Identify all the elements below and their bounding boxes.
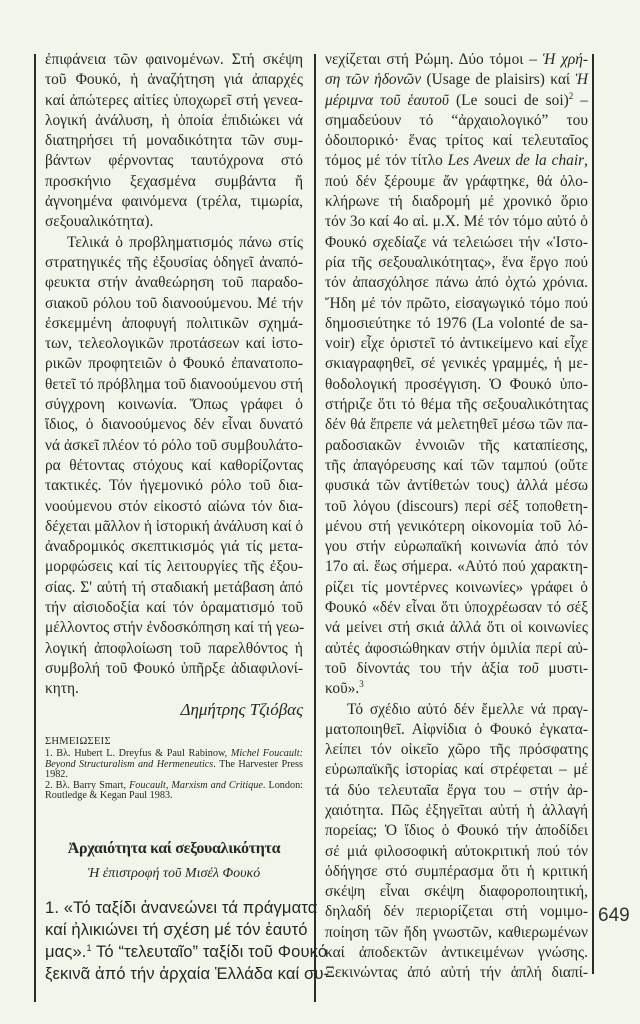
right-column-rule: [592, 54, 594, 974]
text-segment: τόν 3ο καί 4ο αἰ. μ.Χ. Μέ τόν τόμο αὐτό ὁ: [325, 213, 588, 231]
text-segment: τόμος μέ τόν τίτλο: [325, 152, 448, 170]
text-segment: μέλλοντος στήν ἐνδοσκόπηση καί τή γεω-: [45, 619, 305, 637]
text-segment: σιακοῦ ρόλου τοῦ διανοούμενου. Μέ τήν: [45, 294, 303, 312]
text-line: [325, 842, 588, 862]
text-segment: τακτικές. Τόν ἡγεμονικό ρόλο τοῦ δια-: [45, 477, 303, 495]
text-line: [325, 537, 588, 557]
text-line: [325, 273, 588, 293]
text-segment: βάντων φέρνοντας ταυτόχρονα στό: [45, 152, 303, 170]
text-segment: δημοσιεύτηκε τό 1976 (La volonté de sa-: [325, 314, 588, 332]
text-line: [325, 801, 588, 821]
text-segment: μένου στή γενικότερη οἰκονομία τοῦ λό-: [325, 517, 588, 535]
text-line: [325, 50, 588, 70]
text-line: [325, 700, 588, 720]
italic-title: μέριμνα τοῦ ἑαυτοῦ: [325, 91, 449, 109]
text-segment: τῆς ἀπαγόρευσης καί τῶν ταμπού (οὔτε: [325, 456, 588, 474]
text-line: [325, 334, 588, 354]
text-segment: θοδολογική προσέγγιση. Ὁ Φουκό ὑπο-: [325, 375, 588, 393]
text-segment: σκιαγραφηθεῖ, σέ γενικές γραμμές, ἡ με-: [325, 355, 588, 373]
text-line: [45, 497, 303, 517]
text-segment: σκέψη εἶναι σκέψη διαφοροποιητική,: [325, 883, 588, 901]
text-segment: λογική ἀποφλοίωση τοῦ παρελθόντος ἡ: [45, 639, 303, 657]
text-line: [45, 557, 303, 577]
text-segment: στήριζε ὅτι τό θέμα τῆς σεξουαλικότητας: [325, 396, 588, 414]
text-line: [325, 212, 588, 232]
text-line: [325, 740, 588, 760]
text-segment: τοῦ δίνοντάς του τήν ἀξία: [325, 659, 519, 677]
text-line: [45, 578, 303, 598]
text-line: [325, 902, 588, 922]
text-segment: Ἤδη μέ τόν πρῶτο, εἰσαγωγικό τόμο πού: [325, 294, 588, 312]
text-segment: καί ἀποδεκτῶν ἀντικειμένων γνώσης.: [325, 944, 588, 962]
footnote: [45, 749, 303, 781]
text-line: [45, 253, 303, 273]
text-segment: ρία τῆς σεξουαλικότητας», ἕνα ἔργο πού: [325, 253, 588, 271]
text-segment: Φουκό «δέν εἶναι ὅτι ὑποχρέωσαν τό σέξ: [325, 599, 588, 617]
section-title: Ἀρχαιότητα καί σεξουαλικότητα: [67, 840, 281, 857]
italic-title: Michel Foucault: Beyond Structuralism and Hermeneutics: [45, 748, 303, 770]
text-segment: των, τελεολογικῶν προτάσεων καί ἱστο-: [45, 335, 303, 353]
text-segment: κητη.: [45, 680, 79, 698]
text-segment: τήν αἰσιοδοξία καί τόν ὁραματισμό τοῦ: [45, 599, 303, 617]
text-segment: Τό σχέδιο αὐτό δέν ἔμελλε νά πραγ-: [347, 700, 588, 718]
text-line: [45, 294, 303, 314]
text-segment: φυσικά τῶν ἀντίθετών τους) ἀλλά μέσω: [325, 477, 588, 495]
text-line: [45, 91, 303, 111]
text-line: [325, 943, 588, 963]
notes-heading: ΣΗΜΕΙΩΣΕΙΣ: [45, 736, 111, 747]
text-segment: ὁδοιπορικό· ἕνας τρίτος καί τελευταῖος: [325, 132, 588, 150]
text-segment: χαιότητα. Πῶς ἐξηγεῖται αὐτή ἡ ἀλλαγή: [325, 801, 588, 819]
text-segment: τοῦ Φουκό, ἡ ἀναζήτηση γιά ἀπαρχές: [45, 71, 303, 89]
text-line: [45, 212, 303, 232]
page-number: 649: [598, 905, 630, 926]
text-segment: φευκτα στήν ἀναθεώρηση τοῦ παραδο-: [45, 274, 303, 292]
text-line: [325, 415, 588, 435]
text-segment: 1. «Τό ταξίδι ἀνανεώνει τά πράγματα: [45, 898, 318, 917]
text-line: [45, 659, 303, 679]
text-line: [45, 314, 303, 334]
footnote-ref: 1: [86, 943, 92, 953]
text-line: [45, 598, 303, 618]
text-line: [45, 897, 318, 919]
text-segment: ξεκινᾶ ἀπό τήν ἀρχαία Ἑλλάδα καί συ-: [45, 964, 330, 983]
center-column-rule: [314, 54, 316, 1002]
text-segment: ρίζει τίς μοντέρνες κοινωνίες» γράφει ὁ: [325, 578, 588, 596]
text-segment: Φουκό σχεδίαζε νά τελειώσει τήν «Ἱστο-: [325, 233, 588, 251]
text-segment: ραδοσιακῶν ἐννοιῶν τῆς καταπίεσης,: [325, 436, 588, 454]
text-line: [325, 314, 588, 334]
text-line: [325, 436, 588, 456]
text-line: [325, 395, 588, 415]
text-line: [45, 436, 303, 456]
text-segment: κλήρωνε τή διαδρομή μέ χρονικό ὅριο: [325, 193, 588, 211]
text-line: [325, 720, 588, 740]
text-line: [45, 50, 303, 70]
section-subtitle: Ἡ ἐπιστροφή τοῦ Μισέλ Φουκό: [87, 866, 261, 881]
text-line: [45, 111, 303, 131]
text-segment: τόν ἀπασχόλησε πάνω ἀπό ὀχτώ χρόνια.: [325, 274, 588, 292]
text-segment: στρατηγικές τῆς ἐξουσίας ὁδηγεῖ ἀναπό-: [45, 253, 303, 271]
italic-title: Ἡ χρή-: [542, 51, 588, 68]
footnote: [45, 781, 303, 802]
text-line: [325, 151, 588, 171]
text-line: [45, 273, 303, 293]
text-segment: πού δέν ξέρουμε ἄν γράφτηκε, θά ὁλο-: [325, 172, 588, 190]
text-segment: εὐρωπαϊκῆς ἱστορίας καί στρέφεται – μέ: [325, 761, 588, 779]
text-line: [45, 415, 303, 435]
text-line: [45, 70, 303, 90]
text-line: [325, 679, 588, 699]
text-segment: ἐπιφάνεια τῶν φαινομένων. Στή σκέψη: [45, 51, 303, 68]
text-segment: δέν θά ἔπρεπε νά μελετηθεῖ μέσω τῶν πα-: [325, 416, 588, 434]
footnotes: [45, 749, 303, 802]
text-line: [45, 963, 330, 985]
italic-title: τοῦ: [518, 659, 539, 677]
text-segment: γου στήν εὐρωπαϊκή κοινωνία ἀπό τόν: [325, 538, 588, 556]
footnote-ref: 3: [359, 679, 364, 690]
text-line: [45, 334, 303, 354]
text-segment: . London: Routledge & Kegan Paul 1983.: [45, 779, 303, 802]
text-line: [325, 476, 588, 496]
text-segment: τά δύο τελευταῖα ἔργα του – στήν ἀρ-: [325, 781, 588, 799]
text-line: [325, 91, 588, 111]
text-line: [325, 456, 588, 476]
text-line: [325, 760, 588, 780]
text-line: [325, 294, 588, 314]
text-line: [45, 131, 303, 151]
text-line: [325, 639, 588, 659]
right-column-text: [325, 50, 588, 984]
text-segment: πορείας; Ὁ ἴδιος ὁ Φουκό τήν ἀποδίδει: [325, 822, 588, 840]
italic-title: Ἡ: [575, 71, 589, 89]
text-line: [325, 659, 588, 679]
text-segment: τοῦ λόγου (discours) περί σέξ τοποθετη-: [325, 497, 588, 515]
text-line: [325, 598, 588, 618]
text-line: [45, 375, 303, 395]
italic-title: ση τῶν ἡδονῶν: [325, 71, 422, 89]
text-line: [325, 111, 588, 131]
text-segment: μυστι-: [538, 659, 588, 677]
text-segment: –: [573, 91, 589, 109]
text-segment: ,: [584, 152, 588, 170]
text-line: [45, 192, 303, 212]
text-line: [45, 395, 303, 415]
italic-title: Les Aveux de la chair: [447, 152, 585, 170]
text-segment: 2. Βλ. Barry Smart,: [45, 779, 130, 791]
text-line: [45, 618, 303, 638]
text-line: [325, 781, 588, 801]
text-line: [45, 233, 303, 253]
text-segment: συμβολή τοῦ Φουκό ὑπῆρξε ἀδιαφιλονί-: [45, 659, 303, 677]
text-segment: νοούμενου στόν εἰκοστό αἰώνα τόν δια-: [45, 497, 303, 515]
text-segment: σεξουαλικότητα).: [45, 213, 154, 231]
text-line: [325, 862, 588, 882]
text-line: [45, 456, 303, 476]
text-segment: λείπει τόν οἰκεῖο χῶρο τῆς πρόσφατης: [325, 741, 588, 759]
text-segment: Τελικά ὁ προβληματισμός πάνω στίς: [67, 233, 303, 251]
left-column-text: [45, 50, 303, 700]
text-segment: Ξεκινώντας ἀπό αὐτή τήν ἁπλή διαπί-: [325, 964, 588, 982]
italic-title: Foucault, Marxism and Critique: [129, 779, 263, 791]
text-segment: σημαδεύουν τό “ἀρχαιολογικό” του: [325, 111, 588, 129]
text-line: [325, 375, 588, 395]
text-segment: ἀγνοημένα φαινόμενα (τρέλα, τιμωρία,: [45, 193, 303, 211]
text-line: [45, 517, 303, 537]
text-segment: (Le souci de soi): [448, 91, 569, 109]
text-line: [325, 192, 588, 212]
text-segment: λογική ἀνάλυση, ἡ ὁποία ἐπιδιώκει νά: [45, 111, 303, 129]
text-line: [325, 557, 588, 577]
text-segment: ποίηση τῶν ἤδη γνωστῶν, καθιερωμένων: [325, 923, 588, 941]
text-line: [325, 882, 588, 902]
text-segment: καί ἠλικιώνει τή σχέση μέ τόν ἑαυτό: [45, 920, 308, 939]
text-segment: νεχίζεται στή Ρώμη. Δύο τόμοι –: [325, 51, 543, 68]
text-segment: αὐτές ἀφοσιώθηκαν στήν ὁμιλία περί αὐ-: [325, 639, 588, 657]
text-segment: ὁδήγησε στό συμπέρασμα ὅτι ἡ κριτική: [325, 862, 588, 880]
footnote-ref: 2: [568, 90, 574, 101]
text-segment: . The Harvester Press 1982.: [45, 758, 303, 781]
text-segment: ἐσκεμμένη ἀποφυγή πολιτικῶν σχημά-: [45, 314, 303, 332]
text-line: [325, 963, 588, 983]
text-segment: ἀναδρομικός σκεπτικισμός γιά τίς μετα-: [45, 538, 303, 556]
text-line: [45, 354, 303, 374]
text-segment: διατηρήσει τή μοναδικότητα τῶν συμ-: [45, 132, 303, 150]
text-line: [45, 537, 303, 557]
text-segment: σίας. Σ' αὐτή τή σταδιακή μετάβαση ἀπό: [45, 578, 303, 596]
text-segment: ρικῶν προφητειῶν ὁ Φουκό ἐπανατοπο-: [45, 355, 303, 373]
text-segment: σύγχρονη κοινωνία. Ὅπως γράφει ὁ: [45, 396, 303, 414]
text-segment: κοῦ».: [325, 680, 360, 698]
text-line: [45, 151, 303, 171]
text-line: [325, 70, 588, 90]
text-segment: δέχεται μᾶλλον ἡ ἱστορική ἀνάλυση καί ὁ: [45, 517, 304, 535]
text-line: [325, 923, 588, 943]
text-line: [45, 172, 303, 192]
text-line: [45, 679, 303, 699]
text-line: [325, 172, 588, 192]
text-line: [45, 639, 303, 659]
text-segment: προσκήνιο ξεχασμένα συμβάντα ἤ: [45, 172, 303, 190]
text-line: [325, 497, 588, 517]
text-segment: καί ἀπώτερες αἰτίες ὑποχωρεῖ στή γενεα-: [45, 91, 303, 109]
text-segment: δηλαδή δέν περιορίζεται στή νομιμο-: [325, 903, 588, 921]
text-segment: 17ο αἰ. ἕως σήμερα. «Αὐτό πού χαρακτη-: [325, 558, 588, 576]
text-segment: (Usage de plaisirs) καί: [421, 71, 576, 89]
text-line: [325, 131, 588, 151]
text-line: [325, 821, 588, 841]
text-line: [45, 941, 328, 963]
left-column-rule: [34, 54, 36, 1002]
text-line: [325, 253, 588, 273]
text-line: [325, 618, 588, 638]
text-segment: ρα θέτοντας στόχους καί καθορίζοντας: [45, 456, 303, 474]
text-segment: voir) εἶχε ὁριστεῖ τό ἀντικείμενο καί εἶχε: [325, 335, 588, 353]
text-segment: μας».: [45, 942, 87, 961]
text-segment: νά ἀσκεῖ πλέον τό ρόλο τοῦ συμβουλάτο-: [45, 436, 303, 454]
text-segment: νά μείνει στή σκιά ἀλλά ὅτι οἱ κοινωνίες: [325, 619, 588, 637]
text-segment: 1. Βλ. Hubert L. Dreyfus & Paul Rabinow,: [45, 748, 231, 759]
text-line: [325, 517, 588, 537]
text-segment: ἴδιος, ὁ διανοούμενος δέν εἶναι δυνατό: [45, 416, 303, 434]
text-segment: σέ μιά φιλοσοφική αὐτοκριτική πού τόν: [325, 842, 588, 860]
text-segment: μορφώσεις καί τίς λειτουργίες τῆς ἐξου-: [45, 558, 303, 576]
text-line: [325, 233, 588, 253]
author-signature: Δημήτρης Τζιόβας: [180, 700, 303, 719]
text-segment: Τό “τελευταῖο” ταξίδι τοῦ Φουκό: [91, 942, 328, 961]
section-body-text: [45, 897, 330, 985]
text-line: [325, 578, 588, 598]
text-line: [45, 476, 303, 496]
text-line: [45, 919, 308, 941]
text-segment: θετεῖ τό πρόβλημα τοῦ διανοούμενου στή: [45, 375, 303, 393]
text-segment: ματοποιηθεῖ. Αἰφνίδια ὁ Φουκό ἐγκατα-: [325, 720, 588, 738]
text-line: [325, 354, 588, 374]
